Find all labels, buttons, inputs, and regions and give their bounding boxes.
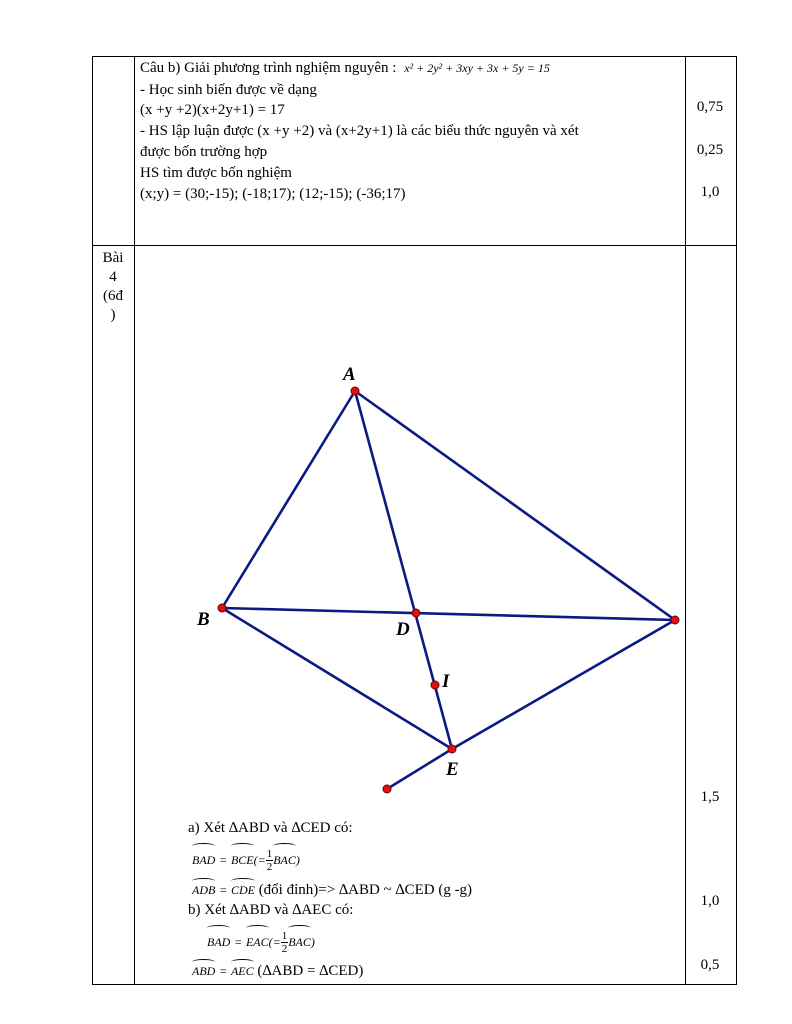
point-ray-end: [383, 785, 391, 793]
part-b-line-1: - Học sinh biến được về dạng: [140, 82, 317, 98]
angle-eac: EAC: [246, 928, 269, 956]
score-025: 0,25: [696, 142, 724, 158]
score-05: 0,5: [700, 957, 720, 973]
score-10-a: 1,0: [700, 893, 720, 909]
bai-4-label: [92, 249, 134, 325]
angle-adb: ADB: [192, 883, 216, 897]
label-d: D: [396, 619, 410, 640]
part-b4-equation-1: BAD = EAC(= $\frac{1}{2}$ BAC): [207, 928, 315, 956]
point-i: [431, 681, 439, 689]
fraction-half-2: $\frac{1}{2}$: [281, 930, 288, 956]
bai-label-line-3: (6đ: [103, 288, 123, 304]
bai-label-line-2: 4: [109, 269, 117, 285]
segment-bc: [222, 608, 675, 620]
part-b-line-3: - HS lập luận được (x +y +2) và (x+2y+1) là các biểu thức nguyên và xét: [140, 123, 579, 139]
part-b4-line-1: b) Xét ∆ABD và ∆AEC có:: [188, 902, 354, 918]
table-col-divider-1: [134, 56, 135, 985]
part-b-equation: x² + 2y² + 3xy + 3x + 5y = 15: [404, 61, 550, 75]
label-a: A: [343, 364, 356, 385]
part-b-line-5: HS tìm được bốn nghiệm: [140, 165, 292, 181]
part-b-title: Câu b) Giải phương trình nghiệm nguyên :: [140, 60, 397, 76]
score-15: 1,5: [700, 789, 720, 805]
bai-label-line-1: Bài: [102, 250, 124, 266]
point-b: [218, 604, 226, 612]
table-bottom-border: [92, 984, 737, 985]
point-c: [671, 616, 679, 624]
point-d: [412, 609, 420, 617]
angle-aec: AEC: [230, 964, 254, 978]
table-row-divider: [92, 245, 737, 246]
segment-ae: [355, 391, 452, 749]
part-b4-equation-2: ABD = AEC (∆ABD = ∆CED): [192, 963, 364, 979]
angle-bad: BAD: [192, 846, 215, 874]
angle-bce: BCE: [231, 846, 254, 874]
part-b-line-2: (x +y +2)(x+2y+1) = 17: [140, 102, 285, 118]
part-b4-conclusion: (∆ABD = ∆CED): [257, 963, 364, 979]
bai-label-line-4: ): [110, 307, 116, 323]
angle-cde: CDE: [230, 883, 255, 897]
label-i: I: [442, 671, 450, 692]
segment-be: [222, 608, 452, 749]
part-b-line-6: (x;y) = (30;-15); (-18;17); (12;-15); (-36;17): [140, 186, 406, 202]
segment-ce: [452, 620, 675, 749]
part-a-equation-2: ADB = CDE (đối đỉnh)=> ∆ABD ~ ∆CED (g -g): [192, 882, 473, 898]
angle-bac-2: BAC: [288, 928, 311, 956]
segment-ab: [222, 391, 355, 608]
part-b-line-4: được bốn trường hợp: [140, 144, 268, 160]
table-top-border: [92, 56, 737, 57]
point-a: [351, 387, 359, 395]
label-e: E: [446, 759, 459, 780]
part-a-line-1: a) Xét ∆ABD và ∆CED có:: [188, 820, 353, 836]
angle-bac: BAC: [273, 846, 296, 874]
score-10-b: 1,0: [700, 184, 720, 200]
part-b-title-line: [140, 59, 550, 77]
label-b: B: [197, 609, 210, 630]
score-075: 0,75: [696, 99, 724, 115]
table-left-border: [92, 56, 93, 985]
fraction-half: $\frac{1}{2}$: [266, 848, 273, 874]
table-col-divider-2: [685, 56, 686, 985]
segment-e-ray: [387, 749, 452, 789]
angle-abd: ABD: [192, 964, 216, 978]
table-right-border: [736, 56, 737, 985]
segment-ac: [355, 391, 675, 620]
part-a-conclusion: (đối đỉnh)=> ∆ABD ~ ∆CED (g -g): [258, 882, 473, 898]
point-e: [448, 745, 456, 753]
part-a-equation-1: BAD = BCE(= $\frac{1}{2}$ BAC): [192, 846, 300, 874]
angle-bad-2: BAD: [207, 928, 230, 956]
